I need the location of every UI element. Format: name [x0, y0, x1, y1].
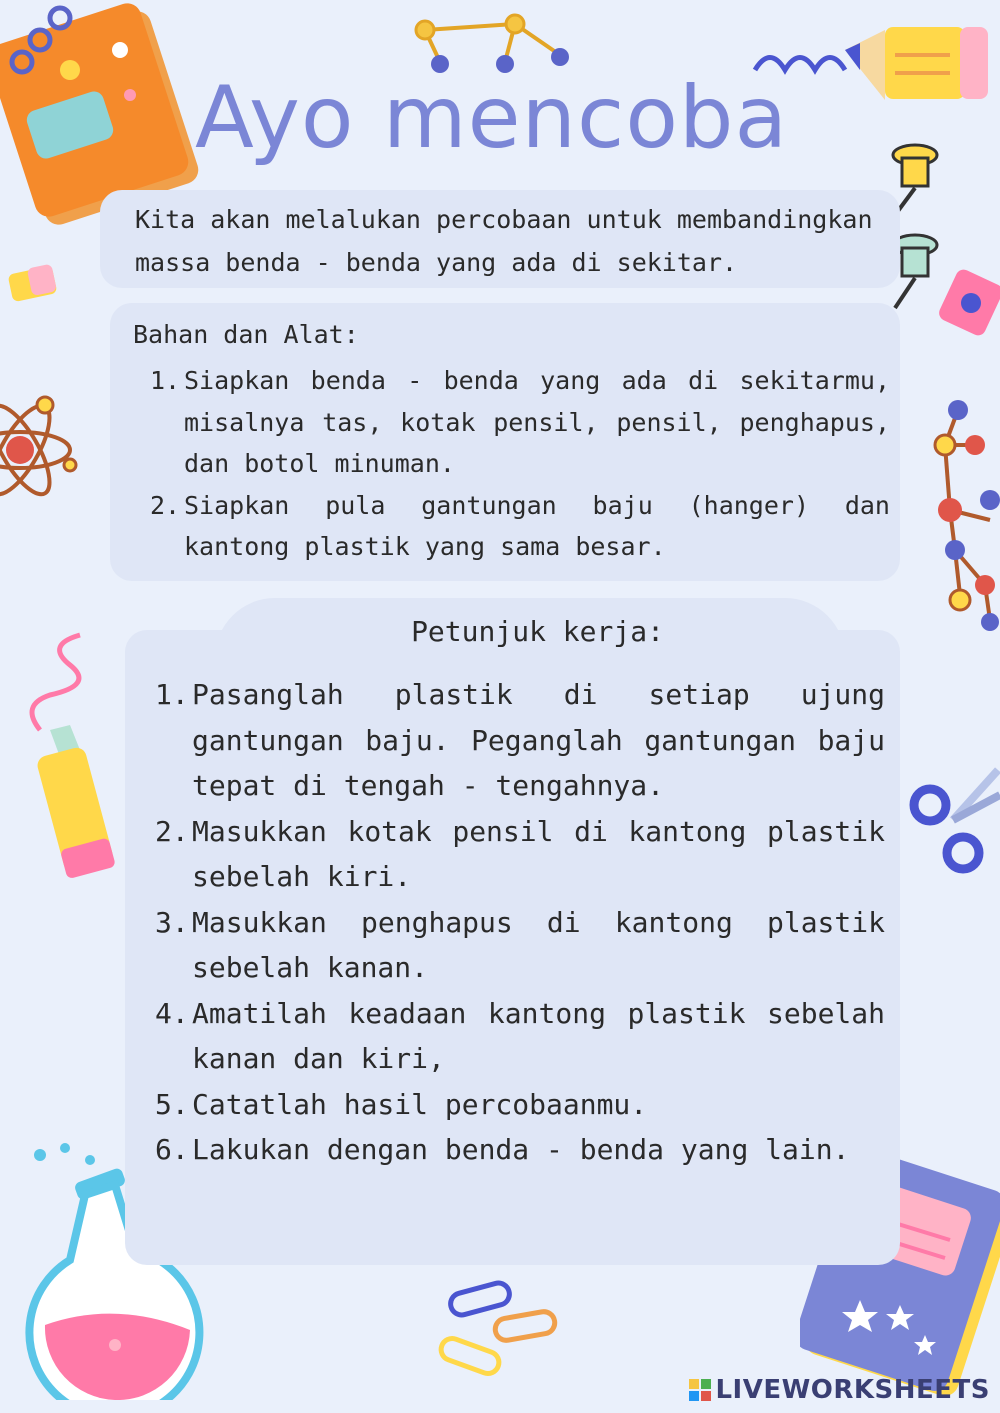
scissors-icon — [908, 765, 1000, 880]
instructions-heading: Petunjuk kerja: — [411, 615, 664, 648]
list-item-text: Amatilah keadaan kantong plastik sebelah kanan dan kiri, — [192, 996, 885, 1075]
list-item — [155, 991, 885, 1082]
liveworksheets-logo-icon — [689, 1379, 711, 1401]
list-item — [155, 1127, 885, 1173]
molecule-icon — [930, 390, 1000, 640]
watermark-text: LIVEWORKSHEETS — [715, 1375, 990, 1405]
paperclip-icon — [435, 1280, 565, 1390]
list-item-text: Pasanglah plastik di setiap ujung gantungan baju. Peganglah gantungan baju tepat di tengah - tengahnya. — [192, 678, 885, 802]
materials-heading: Bahan dan Alat: — [133, 320, 359, 349]
sharpener-icon — [938, 265, 1000, 345]
list-item-number: 3. — [155, 905, 189, 939]
intro-text: Kita akan melalukan percobaan untuk membandingkan massa benda - benda yang ada di sekitar. — [135, 205, 873, 277]
instructions-list — [155, 672, 885, 1173]
list-item — [155, 809, 885, 900]
atom-icon — [0, 365, 80, 535]
liveworksheets-watermark — [689, 1375, 990, 1405]
materials-list — [150, 360, 890, 568]
highlighter-icon — [20, 625, 120, 885]
page-title: Ayo mencoba — [195, 68, 789, 168]
list-item-text: Lakukan dengan benda - benda yang lain. — [192, 1133, 850, 1166]
list-item-number: 6. — [155, 1133, 189, 1166]
list-item-text: Siapkan pula gantungan baju (hanger) dan kantong plastik yang sama besar. — [184, 490, 890, 561]
list-item — [155, 1082, 885, 1128]
list-item-text: Masukkan penghapus di kantong plastik sebelah kanan. — [192, 905, 885, 984]
list-item-text: Masukkan kotak pensil di kantong plastik sebelah kiri. — [192, 814, 885, 893]
list-item-number: 2. — [150, 490, 181, 520]
list-item-text: Siapkan benda - benda yang ada di sekitarmu, misalnya tas, kotak pensil, pensil, penghapus, dan botol minuman. — [184, 366, 890, 478]
list-item — [155, 900, 885, 991]
list-item-number: 1. — [155, 678, 189, 711]
eraser-icon — [5, 262, 60, 307]
list-item-number: 4. — [155, 996, 189, 1030]
list-item — [155, 672, 885, 809]
molecule-icon — [410, 10, 580, 75]
list-item — [150, 485, 890, 568]
list-item-number: 1. — [150, 366, 181, 395]
list-item-number: 5. — [155, 1087, 189, 1121]
list-item-text: Catatlah hasil percobaanmu. — [192, 1087, 648, 1121]
list-item — [150, 360, 890, 485]
list-item-number: 2. — [155, 814, 189, 848]
